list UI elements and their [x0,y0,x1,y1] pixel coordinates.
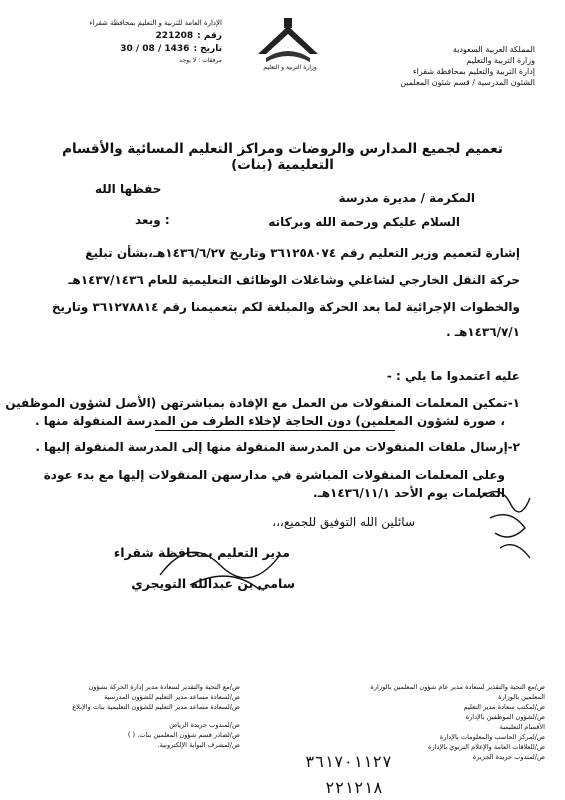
reference-number-row [62,31,222,41]
paragraph-line: والخطوات الإجرائية لما بعد الحركة والمبلغة لكم بتعميمنا رقم ٣٦١٢٧٨٨١٤ وتاريخ [51,300,520,314]
paragraph-line: إشارة لتعميم وزير التعليم رقم ٣٦١٢٥٨٠٧٤ وتاريخ ١٤٣٦/٦/٢٧هـ،بشأن تبليغ [85,246,520,260]
instruction-intro: عليه اعتمدوا ما يلي : - [386,369,520,383]
closing-line: المعلمات يوم الأحد ١٤٣٦/١١/١هـ. [313,486,505,500]
distribution-line: الأقسام التعليمية [499,723,545,731]
ministry-header [335,44,535,88]
number-value: 221208 [155,31,194,41]
distribution-list-left [40,682,240,750]
distribution-line: ص/لشؤون الموظفين بالإدارة [465,713,545,721]
circular-title: تعميم لجميع المدارس والروضات ومراكز التعليم المسائية والأقسام التعليمية (بنات) [62,141,503,173]
distribution-line: ص/مع التحية والتقدير لسعادة مدير إدارة الحركة بشؤون [88,683,240,691]
distribution-line: ص/لسعادة مساعد مدير التعليم للشؤون التعليمية بنات والإبلاغ [72,703,240,711]
after-greeting: وبعد : [135,213,170,227]
distribution-line: ص/لمشرف البوابة الإلكترونية. [157,741,240,749]
date-value: 1436 / 08 / 30 [120,44,190,54]
handwritten-number: ٢٢١٢١٨ [325,778,383,797]
attachments-line: مرفقات : لا يوجد [179,57,222,64]
signature-title: مدير التعليم بمحافظة شقراء [113,545,290,560]
instruction-item: ١-تمكين المعلمات المنقولات من العمل مع الإفادة بمباشرتهن (الأصل لشؤون الموظفين [5,396,520,410]
handwritten-number: ٣٦١٧٠١١٢٧ [305,752,392,771]
handwritten-signature [150,525,300,609]
addressee: المكرمة / مديرة مدرسة [338,191,475,205]
instruction-item: ، صورة لشؤون المعلمين) دون الحاجة لإخلاء الطرف من المدرسة المنقولة منها . [34,414,505,428]
distribution-line: ص/لمركز الحاسب والمعلومات بالإدارة [439,733,545,741]
header-line: وزارة التربية والتعليم [466,56,535,65]
distribution-line: ص/لصادر قسم شؤون المعلمين بنات. ( ) [127,731,240,739]
signature-name: سامي بن عبدالله التويجري [131,576,295,591]
reference-date-row [62,44,222,54]
handwritten-signature [470,478,550,572]
date-label: تاريخ : [193,44,222,54]
distribution-line: المعلمين بالوزارة [498,693,545,701]
paragraph-line: ١٤٣٦/٧/١هـ . [446,325,520,339]
distribution-list-right [285,682,545,762]
number-label: رقم : [197,31,222,41]
logo-caption: وزارة التربية و التعليم [263,64,317,71]
paragraph-line: حركة النقل الخارجي لشاغلي وشاغلات الوظائف التعليمية للعام ١٤٣٧/١٤٣٦هـ [68,273,520,287]
distribution-line: ص/للعلاقات العامة والإعلام التربوي بالإدارة [428,743,545,751]
addressee-blessing: حفظها الله [95,182,162,196]
distribution-line: ص/لمندوب جريدة الرياض [169,721,240,729]
distribution-line: ص/لمندوب جريدة الجزيرة [472,753,545,761]
instruction-item: ٢-إرسال ملفات المنقولات من المدرسة المنقولة منها إلى المدرسة المنقولة إليها . [35,440,520,454]
prayer: سائلين الله التوفيق للجميع،،، [272,515,415,529]
reference-block [62,18,222,66]
distribution-line: ص/مع التحية والتقدير لسعادة مدير عام شؤون المعلمين بالوزارة [370,683,545,691]
ministry-logo [248,14,328,66]
closing-line: وعلى المعلمات المنقولات المباشرة في مدارسهن المنقولات إليها مع بدء عودة [43,468,505,482]
header-line: المملكة العربية السعودية [452,45,535,54]
header-line: إدارة التربية والتعليم بمحافظة شقراء [412,67,535,76]
greeting: السلام عليكم ورحمة الله وبركاته [268,215,460,229]
underline [155,430,395,431]
distribution-line: ص/لمكتب سعادة مدير التعليم [463,703,545,711]
header-line: الشئون المدرسية / قسم شئون المعلمين [400,78,535,87]
distribution-line: ص/لسعادة مساعد مدير التعليم للشؤون المدرسية [104,693,240,701]
reference-top-line: الإدارة العامة للتربية و التعليم بمحافظة شقراء [89,19,222,27]
